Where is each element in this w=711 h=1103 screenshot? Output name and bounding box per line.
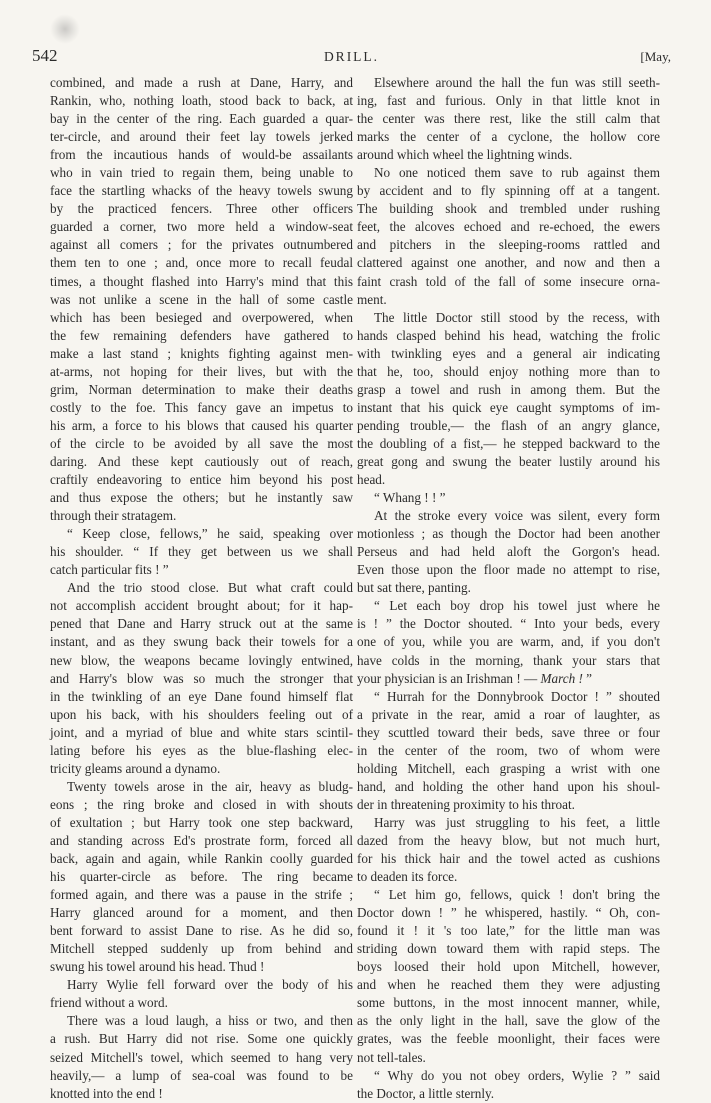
text-line: “ Why do you not obey orders, Wylie ? ” said: [374, 1067, 660, 1083]
text-line: The little Doctor still stood by the recess, with: [374, 309, 660, 325]
text-line: hands clasped behind his head, watching the frolic: [357, 327, 660, 343]
text-line: with twinkling eyes and a general air indicating: [357, 345, 660, 361]
text-line: grasp a towel and rush in among them. But the: [357, 381, 660, 397]
text-line: times, a thought flashed into Harry's mind that this: [50, 273, 353, 289]
text-line: the doubling of a fist,— he stepped backward to the: [357, 435, 660, 451]
text-line: make a last stand ; knights fighting against men-: [50, 345, 353, 361]
text-line: the center was there rest, like the still calm that: [357, 111, 660, 127]
text-line: and thus expose the others; but he instantly saw: [50, 490, 353, 506]
text-line: costly to the foe. This fancy gave an impetus to: [50, 399, 353, 415]
text-line: and when he reached them they were adjusting: [357, 977, 660, 993]
text-line: “ Whang ! ! ”: [374, 490, 446, 506]
text-line: the few remaining defenders have gathered to: [50, 327, 353, 343]
text-line: not tell-tales.: [357, 1049, 426, 1065]
text-line: Even those upon the floor made no attempt to rise,: [357, 562, 660, 578]
text-line: swung his towel around his head. Thud !: [50, 959, 265, 975]
text-line: but sat there, panting.: [357, 580, 471, 596]
text-line: Perseus and had held aloft the Gorgon's head.: [357, 544, 660, 560]
text-line: at-arms, not hoping for their lives, but with the: [50, 363, 353, 379]
text-line: combined, and made a rush at Dane, Harry, and: [50, 75, 353, 90]
text-line: back, again and again, while Rankin coolly guarded: [50, 851, 353, 867]
text-line: is ! ” the Doctor shouted. “ Into your beds, every: [357, 616, 660, 632]
text-line: grates, was the feeble moonlight, their faces were: [357, 1031, 660, 1047]
text-line: Twenty towels arose in the air, heavy as bludg-: [67, 778, 353, 794]
text-line: bent forward to assist Dane to rise. As he did so,: [50, 923, 353, 939]
text-line: not accomplish accident brought about; for it hap-: [50, 598, 353, 614]
running-month: [May,: [640, 49, 671, 64]
text-line: your physician is an Irishman ! — March ! ”: [357, 670, 593, 686]
text-line: And the trio stood close. But what craft could: [67, 580, 353, 596]
text-line: tricity gleams around a dynamo.: [50, 760, 221, 776]
text-line: that he, too, should enjoy nothing more than to: [357, 363, 660, 379]
text-line: from the incautious hands of would-be assailants: [50, 147, 353, 163]
text-line: around which wheel the lightning winds.: [357, 147, 573, 163]
text-line: instant that his quick eye caught symptoms of im-: [357, 399, 660, 415]
text-line: Doctor down ! ” he whispered, hastily. “ Oh, con-: [357, 905, 660, 921]
text-line: At the stroke every voice was silent, every form: [374, 508, 660, 524]
text-line: to deaden its force.: [357, 869, 458, 885]
italic-word: March !: [540, 670, 583, 686]
text-line: seized Mitchell's towel, which seemed to hang very: [50, 1049, 353, 1065]
text-line: boys loosed their hold upon Mitchell, however,: [357, 959, 660, 975]
text-line: bay in the center of the ring. Each guarded a quar-: [50, 111, 353, 127]
text-line: catch particular fits ! ”: [50, 562, 169, 578]
text-line: Harry glanced around for a moment, and then: [50, 905, 353, 921]
text-line: and Harry's blow was so much the stronger that: [50, 670, 353, 686]
text-line: Harry Wylie fell forward over the body of his: [67, 977, 353, 993]
text-line: and standing across Ed's prostrate form, forced all: [50, 832, 353, 848]
text-line: in the twinkling of an eye Dane found himself flat: [50, 688, 353, 704]
text-line: feet, the alcoves echoed and re-echoed, the ewers: [357, 219, 660, 235]
text-line: a private in the rear, amid a roar of laughter, as: [357, 706, 660, 722]
text-line: them ten to one ; and, once more to recall feudal: [50, 255, 353, 271]
text-line: guarded a corner, two more held a window-seat: [50, 219, 353, 235]
text-line: through their stratagem.: [50, 508, 177, 524]
text-line: face the startling whacks of the heavy towels swung: [50, 183, 353, 199]
text-line: ter-circle, and around their feet lay towels jerked: [50, 129, 353, 145]
text-line: as the only light in the hall, save the glow of the: [357, 1013, 660, 1029]
text-line: Mitchell stepped suddenly up from behind and: [50, 941, 353, 957]
text-line: dazed from the heavy blow, but not much hurt,: [357, 832, 660, 848]
text-line: head.: [357, 472, 386, 488]
text-line: eons ; the ring broke and closed in with shouts: [50, 796, 353, 812]
text-line: against all comers ; for the privates outnumbered: [50, 237, 353, 253]
text-line: found it ! it 's too late,” for the little man was: [357, 923, 660, 939]
text-line: “ Keep close, fellows,” he said, speaking over: [67, 526, 353, 542]
text-line: who in vain tried to regain them, being unable to: [50, 165, 353, 181]
right-column: [357, 74, 660, 1103]
text-line: Harry was just struggling to his feet, a little: [374, 814, 660, 830]
text-line: marks the center of a cyclone, the hollow core: [357, 129, 660, 145]
text-line: “ Hurrah for the Donnybrook Doctor ! ” shouted: [374, 688, 660, 704]
text-line: Elsewhere around the hall the fun was still seeth-: [374, 75, 660, 90]
text-line: by the practiced fencers. Three other officers: [50, 201, 353, 217]
ink-smudge: [50, 14, 80, 44]
text-line: which has been besieged and overpowered, when: [50, 309, 353, 325]
text-line: great gong and swung the beater lustily around his: [357, 453, 660, 469]
text-line: heavily,— a lump of sea-coal was found to be: [50, 1067, 353, 1083]
text-line: new blow, the weapons became lovingly entwined,: [50, 652, 353, 668]
text-line: pending trouble,— the flash of an angry glance,: [357, 417, 660, 433]
text-line: faint crash told of the fall of some insecure orna-: [357, 273, 660, 289]
running-title: DRILL.: [323, 49, 380, 64]
text-line: was not unlike a scene in the hall of some castle: [50, 291, 353, 307]
text-line: his quarter-circle as before. The ring became: [50, 869, 353, 885]
text-line: have colds in the morning, thank your stars that: [357, 652, 660, 668]
text-line: lating before his eyes as the blue-flashing elec-: [50, 742, 353, 758]
text-line: der in threatening proximity to his throat.: [357, 796, 575, 812]
text-line: daring. And these kept cautiously out of reach,: [50, 453, 353, 469]
text-line: craftily endeavoring to entice him beyond his post: [50, 472, 353, 488]
text-line: the Doctor, a little sternly.: [357, 1085, 495, 1101]
text-line: his arm, a force to his blows that caused his quarter: [50, 417, 353, 433]
text-line: “ Let him go, fellows, quick ! don't bring the: [374, 887, 660, 903]
text-line: clattered against one another, and now and then a: [357, 255, 660, 271]
text-line: of the circle to be avoided by all save the most: [50, 435, 353, 451]
text-line: one of you, while you are warm, and, if you don't: [357, 634, 660, 650]
text-line: hand, and holding the other hand upon his shoul-: [357, 778, 660, 794]
text-line: some buttons, in the most innocent manner, while,: [357, 995, 660, 1011]
text-line: “ Let each boy drop his towel just where he: [374, 598, 660, 614]
text-line: in the center of the room, two of whom were: [357, 742, 660, 758]
text-line: of exultation ; but Harry took one step backward,: [50, 814, 353, 830]
text-line: No one noticed them save to rub against them: [374, 165, 660, 181]
text-line: striding down toward them with rapid steps. The: [357, 941, 660, 957]
text-line: and pitchers in the sleeping-rooms rattled and: [357, 237, 660, 253]
text-line: a rush. But Harry did not rise. Some one quickly: [50, 1031, 353, 1047]
text-line: they scuttled toward their beds, save three or four: [357, 724, 660, 740]
text-line: grim, Norman determination to make their deaths: [50, 381, 353, 397]
left-column: [50, 74, 353, 1103]
text-line: his shoulder. “ If they get between us we shall: [50, 544, 353, 560]
text-line: knotted into the end !: [50, 1085, 163, 1101]
page-number: 542: [32, 46, 58, 65]
text-line: motionless ; as though the Doctor had been another: [357, 526, 660, 542]
text-line: joint, and a myriad of blue and white stars scintil-: [50, 724, 353, 740]
text-line: There was a loud laugh, a hiss or two, and then: [67, 1013, 353, 1029]
text-line: ing, fast and furious. Only in that little knot in: [357, 93, 660, 109]
text-line: pened that Dane and Harry struck out at the same: [50, 616, 353, 632]
text-line: upon his back, with his shoulders feeling out of: [50, 706, 353, 722]
text-line: formed again, and there was a pause in the strife ;: [50, 887, 353, 903]
text-line: by accident and to fly spinning off at a tangent.: [357, 183, 660, 199]
text-line: holding Mitchell, each grasping a wrist with one: [357, 760, 660, 776]
running-header: [32, 44, 671, 68]
text-line: The building shook and trembled under rushing: [357, 201, 660, 217]
text-line: Rankin, who, nothing loath, stood back to back, at: [50, 93, 353, 109]
text-line: friend without a word.: [50, 995, 168, 1011]
text-line: for his thick hair and the towel acted as cushions: [357, 851, 660, 867]
text-line: ment.: [357, 291, 387, 307]
text-line: instant, and as they swung back their towels for a: [50, 634, 353, 650]
